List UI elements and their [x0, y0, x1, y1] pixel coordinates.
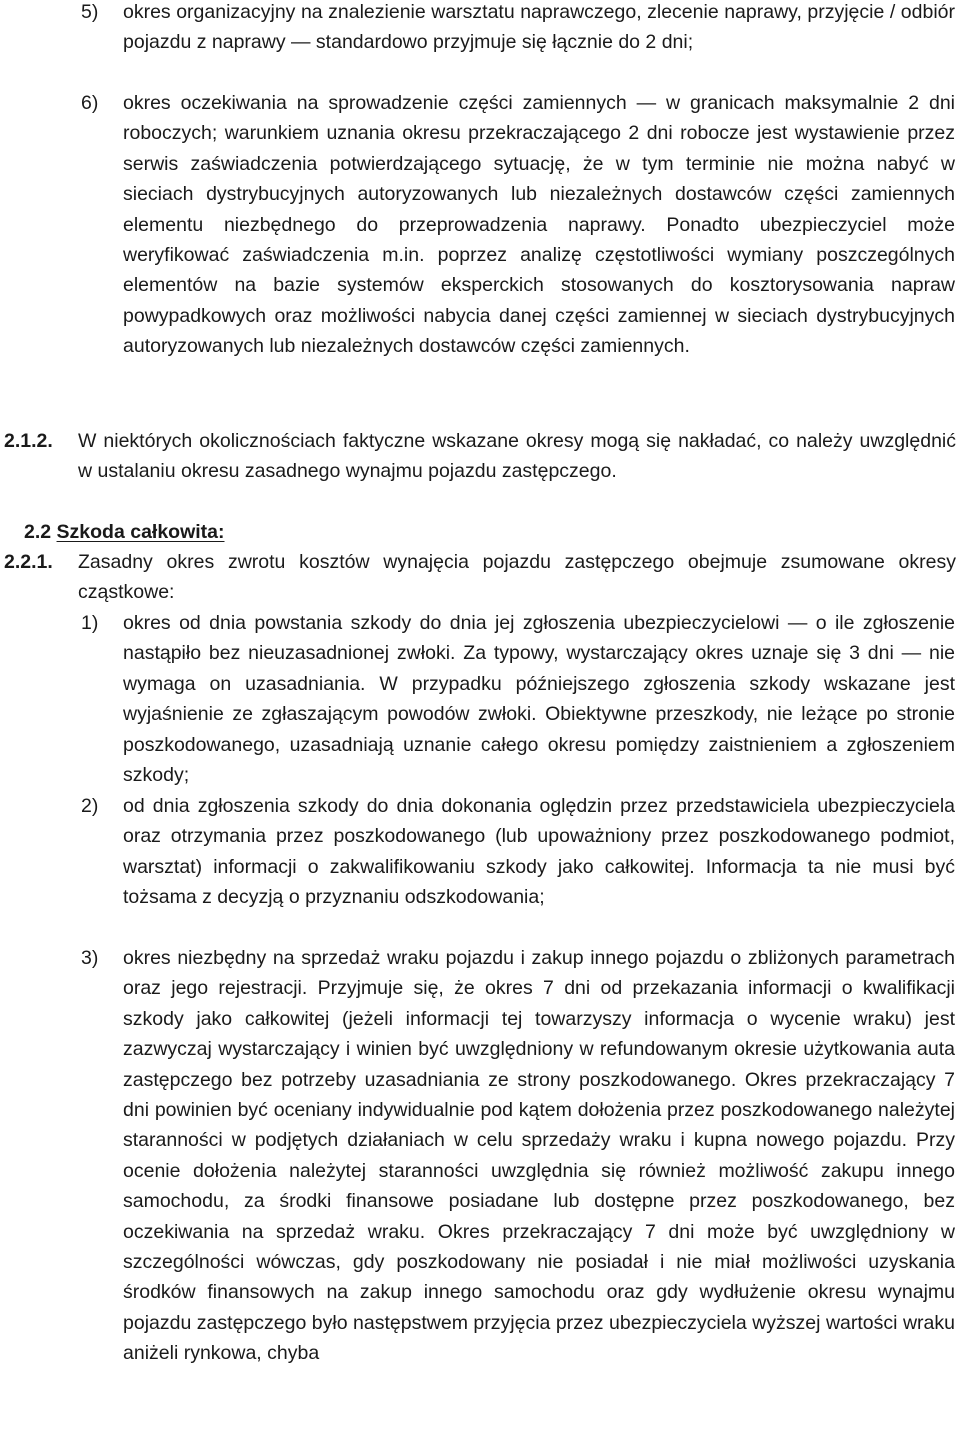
list-item	[81, 943, 955, 1369]
list-item-text: okres oczekiwania na sprowadzenie części zamiennych — w granicach maksymalnie 2 dni roboczych; warunkiem uznania okresu przekraczającego 2 dni robocze jest wystawienie przez serwis zaświadczenia potwierdzającego sytuację, że w tym terminie nie można nabyć w sieciach dystrybucyjnych autoryzowanych lub niezależnych dostawców części zamiennych elementu niezbędnego do przeprowadzenia naprawy. Ponadto ubezpieczyciel może weryfikować zaświadczenia m.in. poprzez analizę częstotliwości wymiany poszczególnych elementów na bazie systemów eksperckich stosowanych do kosztorysowania napraw powypadkowych oraz możliwości nabycia danej części zamiennej w sieciach dystrybucyjnych autoryzowanych lub niezależnych dostawców części zamiennych.	[123, 92, 955, 358]
list-item-text: od dnia zgłoszenia szkody do dnia dokonania oględzin przez przedstawiciela ubezpieczyciela oraz otrzymania przez poszkodowanego (lub upoważniony przez poszkodowanego podmiot, warsztat) informacji o zakwalifikowaniu szkody jako całkowitej. Informacja ta nie musi być tożsama z decyzją o przyznaniu odszkodowania;	[123, 795, 955, 909]
section-heading	[24, 517, 225, 547]
section-paragraph: Zasadny okres zwrotu kosztów wynajęcia pojazdu zastępczego obejmuje zsumowane okresy cząstkowe:	[78, 551, 956, 604]
list-item	[81, 791, 955, 913]
list-item-number: 1)	[81, 612, 99, 634]
section-text	[78, 426, 956, 487]
list-item-text: okres od dnia powstania szkody do dnia jej zgłoszenia ubezpieczycielowi — o ile zgłoszenie nastąpiło bez nieuzasadnionej zwłoki. Za typowy, wystarczający okres uznaje się 3 dni — nie wymaga on uzasadniania. W przypadku późniejszego zgłoszenia szkody wskazane jest wyjaśnienie ze zgłaszającym powodów zwłoki. Obiektywne przeszkody, nie leżące po stronie poszkodowanego, uzasadniają uznanie całego okresu pomiędzy zaistnieniem a zgłoszeniem szkody;	[123, 612, 955, 787]
list-item-number: 3)	[81, 947, 99, 969]
section-paragraph: W niektórych okolicznościach faktyczne wskazane okresy mogą się nakładać, co należy uwzględnić w ustalaniu okresu zasadnego wynajmu pojazdu zastępczego.	[78, 430, 956, 483]
list-item	[81, 0, 955, 58]
list-item-number: 6)	[81, 92, 99, 114]
list-item-text: okres niezbędny na sprzedaż wraku pojazdu i zakup innego pojazdu o zbliżonych parametrach oraz jego rejestracji. Przyjmuje się, że okres 7 dni od przekazania informacji o kwalifikacji szkody jako całkowitej (jeżeli informacji tej towarzyszy informacja o wycenie wraku) jest zazwyczaj wystarczający i winien być uwzględniony w refundowanym okresie użytkowania auta zastępczego bez potrzeby uzasadniania ze strony poszkodowanego. Okres przekraczający 7 dni powinien być oceniany indywidualnie pod kątem dołożenia przez poszkodowanego należytej staranności w podjętych działaniach w celu sprzedaży wraku i kupna nowego pojazdu. Przy ocenie dołożenia należytej staranności uwzględnia się również możliwość zakupu innego samochodu, za środki finansowe posiadane lub dostępne przez poszkodowanego, bez oczekiwania na sprzedaż wraku. Okres przekraczający 7 dni może być uwzględniony w szczególności wówczas, gdy poszkodowany nie posiadał i nie miał możliwości uzyskania środków finansowych na zakup innego samochodu oraz gdy wydłużenie okresu wynajmu pojazdu zastępczego było następstwem przyjęcia przez ubezpieczyciela wyższej wartości wraku aniżeli rynkowa, chyba	[123, 947, 955, 1365]
list-item-number: 2)	[81, 795, 99, 817]
section-number: 2.2.1.	[4, 551, 53, 573]
heading-title: Szkoda całkowita:	[56, 521, 225, 543]
list-item	[81, 88, 955, 362]
list-item-text: okres organizacyjny na znalezienie warsztatu naprawczego, zlecenie naprawy, przyjęcie / odbiór pojazdu z naprawy — standardowo przyjmuje się łącznie do 2 dni;	[123, 1, 955, 54]
section-text	[78, 547, 956, 608]
heading-number: 2.2	[24, 521, 52, 543]
section-number: 2.1.2.	[4, 430, 53, 452]
list-item-number: 5)	[81, 1, 99, 23]
list-item	[81, 608, 955, 790]
